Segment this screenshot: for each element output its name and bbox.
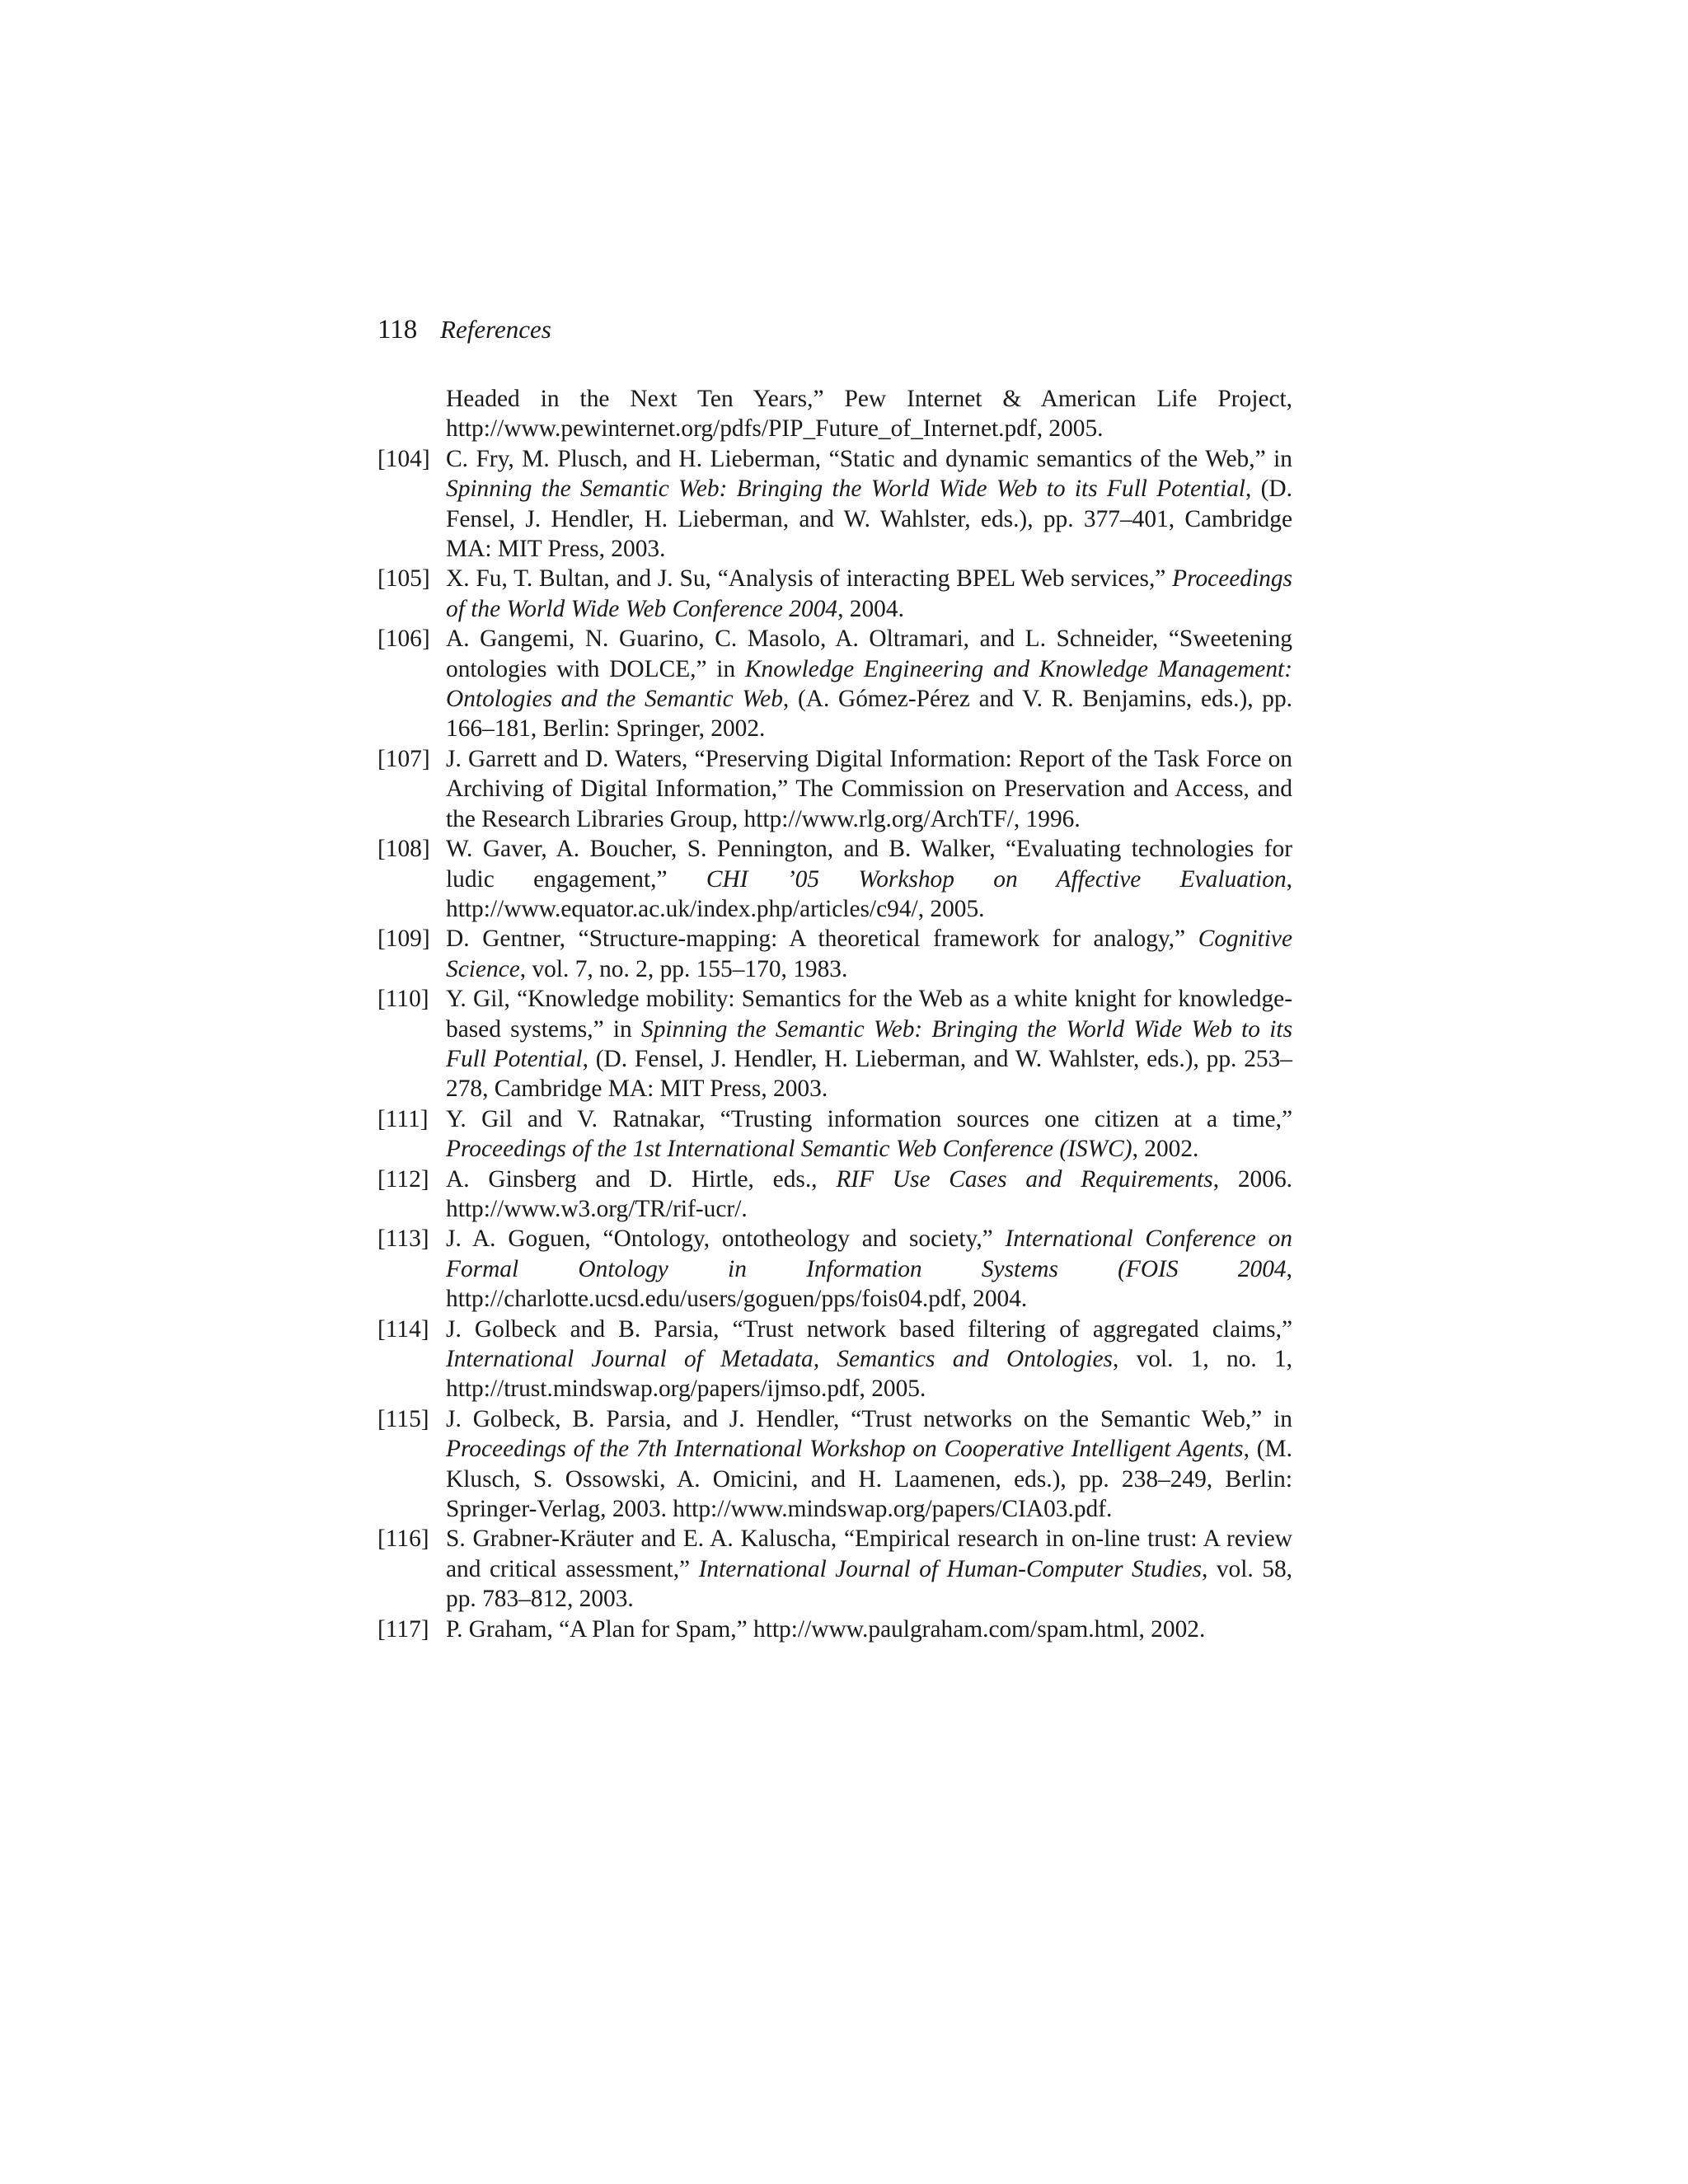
reference-segment: J. Garrett and D. Waters, “Preserving Digital Information: Report of the Task Force on Archiving of Digital Information,” The Commission on Preservation and Access, and the Research Libraries Group, http://www.rlg.org/ArchTF/, 1996.: [446, 745, 1292, 832]
reference-text: [446, 924, 1292, 984]
reference-number: [114]: [377, 1315, 429, 1343]
running-title: References: [440, 315, 551, 344]
reference-text: [446, 1615, 1292, 1644]
reference-segment: , (A. Gómez-Pérez and V. R. Benjamins, eds.), pp. 166–181, Berlin: Springer, 2002.: [446, 686, 1293, 743]
reference-item: [377, 1224, 1292, 1314]
reference-title: Knowledge Engineering and Knowledge Management: Ontologies and the Semantic Web: [446, 655, 1293, 713]
reference-number: [111]: [377, 1105, 429, 1132]
reference-item: [377, 444, 1292, 565]
reference-title: International Conference on Formal Ontology in Information Systems (FOIS 2004: [446, 1226, 1293, 1282]
reference-segment: J. Golbeck and B. Parsia, “Trust network based filtering of aggregated claims,”: [446, 1315, 1292, 1343]
reference-item: [377, 1165, 1292, 1225]
reference-number: [113]: [377, 1226, 429, 1253]
reference-number: [108]: [377, 836, 430, 863]
reference-text: [446, 1104, 1292, 1165]
reference-segment: , 2002.: [1132, 1136, 1199, 1163]
reference-number: [105]: [377, 565, 430, 593]
reference-segment: , (M. Klusch, S. Ossowski, A. Omicini, and H. Laamenen, eds.), pp. 238–249, Berlin: Springer-Verlag, 2003. http://www.mindswap.org/papers/CIA03.pdf.: [446, 1436, 1292, 1523]
reference-item: [377, 1315, 1292, 1404]
reference-segment: , (D. Fensel, J. Hendler, H. Lieberman, and W. Wahlster, eds.), pp. 377–401, Cambridge MA: MIT Press, 2003.: [446, 476, 1292, 563]
reference-item: [377, 624, 1292, 744]
reference-segment: , http://www.equator.ac.uk/index.php/articles/c94/, 2005.: [446, 865, 1292, 922]
reference-item: [377, 984, 1292, 1104]
reference-segment: J. A. Goguen, “Ontology, ontotheology and society,”: [446, 1226, 1006, 1253]
reference-title: Spinning the Semantic Web: Bringing the World Wide Web to its Full Potential: [446, 476, 1245, 503]
reference-number: [116]: [377, 1526, 429, 1553]
reference-text: [446, 834, 1292, 924]
reference-text: [446, 1315, 1292, 1404]
reference-segment: , vol. 58, pp. 783–812, 2003.: [446, 1555, 1292, 1613]
reference-list: [377, 384, 1292, 1644]
reference-title: Cognitive Science: [446, 926, 1292, 982]
book-page: [377, 313, 1292, 1644]
reference-item: [377, 1104, 1292, 1165]
reference-number: [107]: [377, 745, 430, 772]
reference-title: RIF Use Cases and Requirements: [836, 1165, 1213, 1193]
reference-segment: J. Golbeck, B. Parsia, and J. Hendler, “Trust networks on the Semantic Web,” in: [446, 1405, 1292, 1432]
reference-title: Spinning the Semantic Web: Bringing the World Wide Web to its Full Potential: [446, 1015, 1293, 1072]
reference-item: [377, 744, 1292, 834]
reference-title: CHI ’05 Workshop on Affective Evaluation: [706, 865, 1287, 893]
reference-number: [109]: [377, 926, 430, 953]
reference-text: [446, 624, 1292, 744]
reference-text: [446, 444, 1292, 565]
reference-segment: A. Ginsberg and D. Hirtle, eds.,: [446, 1165, 837, 1193]
reference-continuation: [377, 384, 1292, 444]
reference-number: [106]: [377, 626, 430, 653]
reference-title: Proceedings of the 1st International Semantic Web Conference (ISWC): [446, 1136, 1132, 1163]
reference-segment: , 2004.: [837, 595, 904, 622]
reference-item: [377, 924, 1292, 984]
reference-number: [115]: [377, 1405, 429, 1432]
reference-number: [110]: [377, 986, 429, 1013]
reference-segment: P. Graham, “A Plan for Spam,” http://www.paulgraham.com/spam.html, 2002.: [446, 1615, 1206, 1643]
reference-segment: Y. Gil and V. Ratnakar, “Trusting information sources one citizen at a time,”: [446, 1105, 1292, 1132]
reference-title: Proceedings of the 7th International Workshop on Cooperative Intelligent Agents: [446, 1436, 1244, 1463]
reference-text: [446, 564, 1292, 624]
reference-title: Proceedings of the World Wide Web Conference 2004: [446, 565, 1292, 622]
reference-item: [377, 1404, 1292, 1525]
reference-segment: , http://charlotte.ucsd.edu/users/goguen/pps/fois04.pdf, 2004.: [446, 1255, 1292, 1313]
reference-segment: S. Grabner-Kräuter and E. A. Kaluscha, “Empirical research in on-line trust: A review and critical assessment,”: [446, 1526, 1292, 1582]
reference-segment: W. Gaver, A. Boucher, S. Pennington, and B. Walker, “Evaluating technologies for ludic engagement,”: [446, 836, 1292, 893]
reference-text: [446, 1404, 1292, 1525]
reference-title: International Journal of Human-Computer Studies: [698, 1555, 1202, 1582]
reference-segment: , vol. 1, no. 1, http://trust.mindswap.org/papers/ijmso.pdf, 2005.: [446, 1346, 1292, 1403]
reference-item: [377, 834, 1292, 924]
reference-text: [446, 744, 1292, 834]
page-number: 118: [377, 315, 418, 344]
reference-number: [112]: [377, 1165, 429, 1193]
reference-text: [446, 984, 1292, 1104]
reference-segment: Y. Gil, “Knowledge mobility: Semantics for the Web as a white knight for knowledge-based systems,” in: [446, 986, 1292, 1043]
reference-number: [117]: [377, 1615, 429, 1643]
reference-title: International Journal of Metadata, Semantics and Ontologies: [446, 1346, 1113, 1372]
reference-text: [446, 1224, 1292, 1314]
reference-item: [377, 564, 1292, 624]
reference-text: [446, 1165, 1292, 1225]
reference-text: [446, 384, 1292, 444]
reference-number: [104]: [377, 445, 430, 472]
reference-segment: Headed in the Next Ten Years,” Pew Internet & American Life Project, http://www.pewinternet.org/pdfs/PIP_Future_of_Internet.pdf, 2005.: [446, 386, 1292, 443]
reference-item: [377, 1524, 1292, 1614]
reference-item: [377, 1615, 1292, 1644]
reference-segment: X. Fu, T. Bultan, and J. Su, “Analysis of interacting BPEL Web services,”: [446, 565, 1173, 593]
reference-text: [446, 1524, 1292, 1614]
reference-segment: A. Gangemi, N. Guarino, C. Masolo, A. Oltramari, and L. Schneider, “Sweetening ontologies with DOLCE,” in: [446, 626, 1292, 682]
reference-segment: , 2006. http://www.w3.org/TR/rif-ucr/.: [446, 1165, 1292, 1222]
reference-segment: , vol. 7, no. 2, pp. 155–170, 1983.: [519, 955, 848, 982]
reference-segment: D. Gentner, “Structure-mapping: A theoretical framework for analogy,”: [446, 926, 1198, 953]
reference-segment: , (D. Fensel, J. Hendler, H. Lieberman, and W. Wahlster, eds.), pp. 253–278, Cambridge MA: MIT Press, 2003.: [446, 1045, 1292, 1103]
reference-segment: C. Fry, M. Plusch, and H. Lieberman, “Static and dynamic semantics of the Web,” in: [446, 445, 1292, 472]
running-head: [377, 313, 1292, 363]
